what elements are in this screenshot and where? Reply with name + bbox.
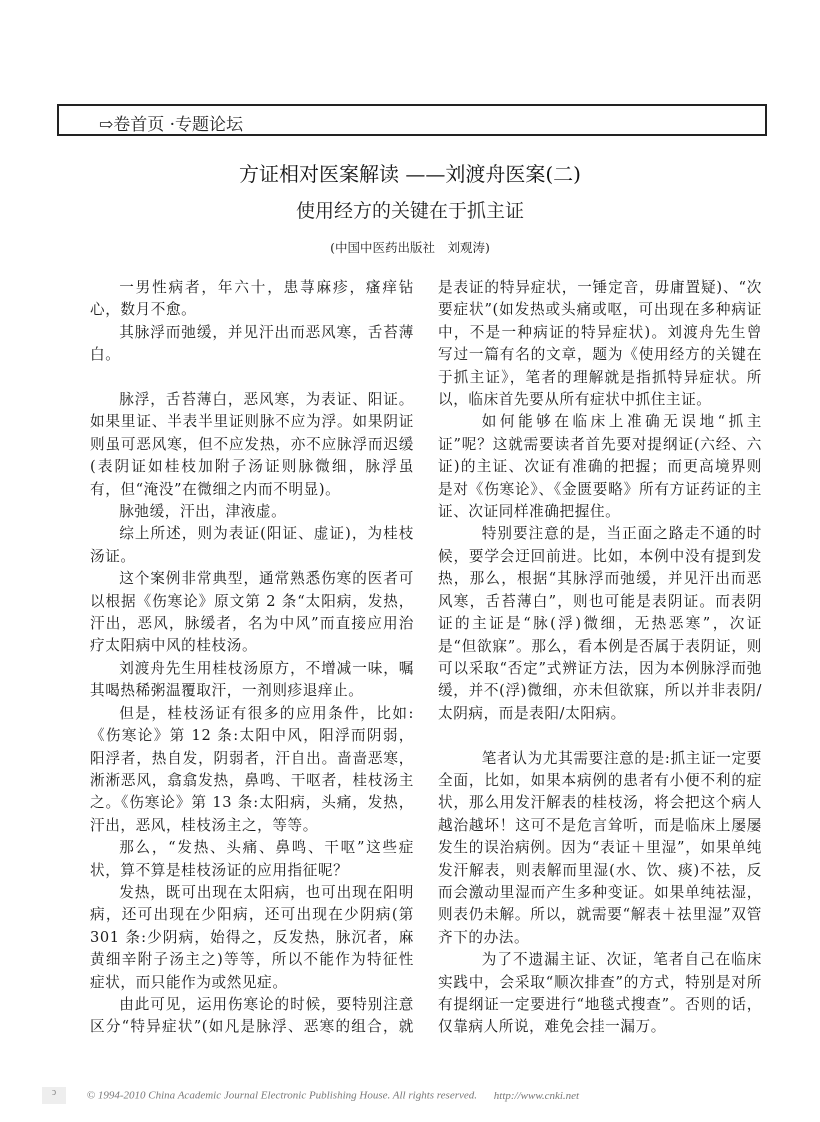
- paragraph: 这个案例非常典型，通常熟悉伤寒的医者可以根据《伤寒论》原文第 2 条“太阳病，发热，汗出，恶风，脉缓者，名为中风”而直接应用治疗太阳病中风的桂枝汤。: [90, 570, 414, 655]
- paragraph: 刘渡舟先生用桂枝汤原方，不增减一味，嘱其喝热稀粥温覆取汗，一剂则疹退痒止。: [90, 659, 414, 700]
- paragraph: 为了不遗漏主证、次证，笔者自己在临床实践中，会采取“顺次排查”的方式，特别是对所有提纲证一定要进行“地毯式搜查”。否则的话，仅靠病人所说，难免会挂一漏万。: [438, 951, 762, 1036]
- paragraph: 由此可见，运用伤寒论的时候，要特别注意区分“特异症状”(如凡是脉浮、恶寒的组合，就是表证的特异症状，一锤定音，毋庸置疑)、“次要症状”(如发热或头痛或呕，可出现在多种病证中，不是一种病证的特异症状)。刘渡舟先生曾写过一篇有名的文章，题为《使用经方的关键在于抓主证》，笔者的理解就是指抓特异症状。所以，临床首先要从所有症状中抓住主证。: [90, 279, 762, 1036]
- section-header-box: [57, 104, 767, 136]
- paragraph: 发热，既可出现在太阳病，也可出现在阳明病，还可出现在少阳病，还可出现在少阴病(第 301 条:少阴病，始得之，反发热，脉沉者，麻黄细辛附子汤主之)等等，所以不能作为特征性症状，而只能作为或然见症。: [90, 883, 414, 991]
- copyright-text: © 1994-2010 China Academic Journal Electronic Publishing House. All rights reserved.: [86, 1089, 478, 1102]
- article-title: 方证相对医案解读 ——刘渡舟医案(二): [239, 162, 581, 186]
- section-label: ⇨卷首页 ·专题论坛: [99, 115, 244, 135]
- paragraph: 但是，桂枝汤证有很多的应用条件，比如:《伤寒论》第 12 条:太阳中风，阳浮而阴弱，阳浮者，热自发，阴弱者，汗自出。啬啬恶寒，淅淅恶风，翕翕发热，鼻鸣、干呕者，桂枝汤主之。《伤寒论》第 13 条:太阳病，头痛，发热，汗出，恶风，桂枝汤主之，等等。: [90, 704, 414, 834]
- paragraph: 特别要注意的是，当正面之路走不通的时候，要学会迂回前进。比如，本例中没有提到发热，那么，根据“其脉浮而弛缓，并见汗出而恶风寒，舌苔薄白”，则也可能是表阴证。而表阴证的主证是“脉(浮)微细，无热恶寒”，次证是“但欲寐”。那么，看本例是否属于表阴证，则可以采取“否定”式辨证方法，因为本例脉浮而弛缓，并不(浮)微细，亦未但欲寐，所以并非表阴/太阴病，而是表阳/太阳病。: [438, 525, 762, 722]
- paragraph: 如何能够在临床上准确无误地“抓主证”呢？这就需要读者首先要对提纲证(六经、六证)的主证、次证有准确的把握；而更高境界则是对《伤寒论》、《金匮要略》所有方证药证的主证、次证同样准确把握住。: [438, 413, 762, 521]
- article-subtitle: 使用经方的关键在于抓主证: [295, 200, 524, 222]
- paragraph: 脉弛缓，汗出，津液虚。: [119, 503, 287, 521]
- article-body: [90, 277, 762, 1039]
- paragraph-gap: [438, 725, 762, 747]
- cnki-logo-icon: ↄ: [42, 1087, 66, 1104]
- paragraph: 脉浮，舌苔薄白，恶风寒，为表证、阳证。如果里证、半表半里证则脉不应为浮。如果阴证则虽可恶风寒，但不应发热，亦不应脉浮而迟缓(表阴证如桂枝加附子汤证则脉微细，脉浮虽有，但“淹没”在微细之内而不明显)。: [90, 391, 414, 498]
- footer-url-link[interactable]: http://www.cnki.net: [493, 1089, 580, 1102]
- footer: [42, 1087, 579, 1104]
- article-author: (中国中医药出版社 刘观涛): [330, 240, 490, 255]
- paragraph: 其脉浮而弛缓，并见汗出而恶风寒，舌苔薄白。: [90, 323, 414, 364]
- paragraph: 综上所述，则为表证(阳证、虚证)，为桂枝汤证。: [90, 525, 414, 565]
- paragraph: 一男性病者，年六十，患荨麻疹，瘙痒钻心，数月不愈。: [90, 279, 414, 319]
- paragraph: 那么，“发热、头痛、鼻鸣、干呕”这些症状，算不算是桂枝汤证的应用指征呢？: [90, 839, 414, 879]
- paragraph-gap: [90, 367, 414, 389]
- paragraph: 笔者认为尤其需要注意的是:抓主证一定要全面，比如，如果本病例的患者有小便不利的症状，那么用发汗解表的桂枝汤，将会把这个病人越治越坏！这可不是危言耸听，而是临床上屡屡发生的误治病例。因为“表证＋里湿”，如果单纯发汗解表，则表解而里湿(水、饮、痰)不祛，反而会激动里湿而产生多种变证。如果单纯祛湿，则表仍未解。所以，就需要“解表＋祛里湿”双管齐下的办法。: [438, 749, 762, 946]
